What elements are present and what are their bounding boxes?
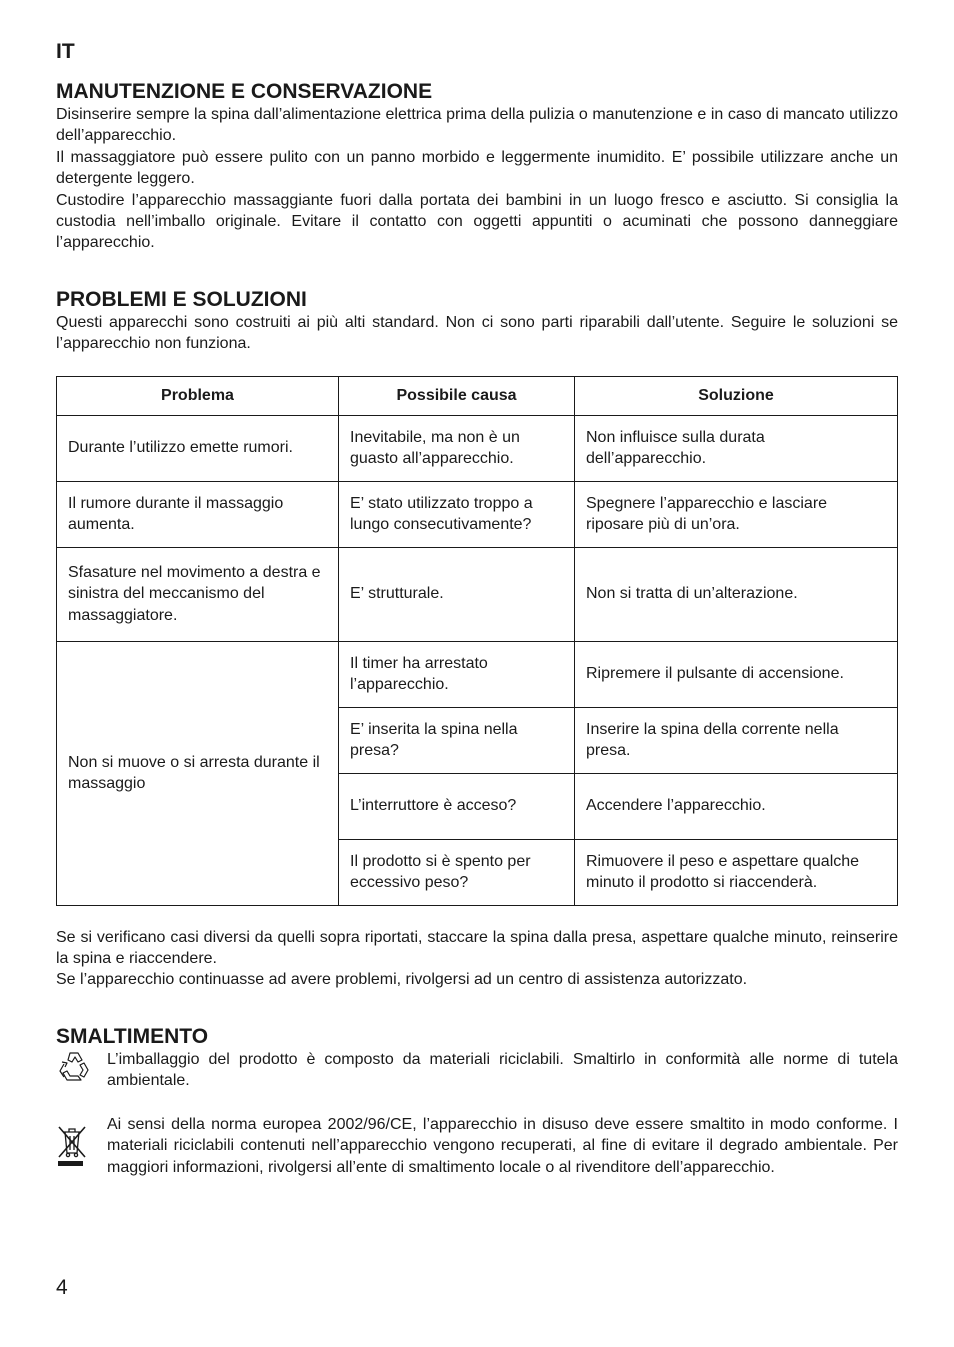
crossed-bin-icon (56, 1124, 107, 1168)
page-content (56, 40, 898, 1178)
table-row (57, 481, 898, 547)
table-row (57, 641, 898, 707)
solution-cell: Spegnere l’apparecchio e lasciare riposare più di un’ora. (575, 481, 898, 547)
maintenance-section (56, 80, 898, 254)
solution-cell: Rimuovere il peso e aspettare qualche minuto il prodotto si riaccenderà. (575, 839, 898, 905)
header-cause: Possibile causa (339, 376, 575, 415)
troubleshooting-title: PROBLEMI E SOLUZIONI (56, 287, 307, 311)
solution-cell: Non si tratta di un’alterazione. (575, 547, 898, 641)
maintenance-paragraph: Disinserire sempre la spina dall’alimentazione elettrica prima della pulizia o manutenzione e in caso di mancato utilizzo dell’apparecchio. (56, 106, 898, 145)
troubleshooting-section (56, 288, 898, 991)
maintenance-paragraph: Il massaggiatore può essere pulito con un panno morbido e leggermente inumidito. E’ possibile utilizzare anche un detergente leggero. (56, 148, 898, 188)
cause-cell: Il prodotto si è spento per eccessivo peso? (339, 839, 575, 905)
solution-cell: Non influisce sulla durata dell’apparecchio. (575, 415, 898, 481)
troubleshooting-notes (56, 927, 898, 991)
troubleshooting-intro: Questi apparecchi sono costruiti ai più alti standard. Non ci sono parti riparabili dall’utente. Seguire le soluzioni se l’apparecchio non funziona. (56, 313, 898, 353)
cause-cell: Il timer ha arrestato l’apparecchio. (339, 641, 575, 707)
cause-cell: E’ strutturale. (339, 547, 575, 641)
problem-cell-grouped: Non si muove o si arresta durante il massaggio (57, 641, 339, 905)
problem-cell: Durante l’utilizzo emette rumori. (57, 415, 339, 481)
table-header-row (57, 376, 898, 415)
disposal-text: L’imballaggio del prodotto è composto da materiali riciclabili. Smaltirlo in conformità alle norme di tutela ambientale. (107, 1050, 898, 1090)
header-problem: Problema (57, 376, 339, 415)
recycle-icon (56, 1049, 107, 1085)
problem-cell: Il rumore durante il massaggio aumenta. (57, 481, 339, 547)
solution-cell: Inserire la spina della corrente nella presa. (575, 707, 898, 773)
page-number: 4 (56, 1276, 68, 1299)
troubleshooting-note: Se l’apparecchio continuasse ad avere problemi, rivolgersi ad un centro di assistenza autorizzato. (56, 971, 748, 989)
table-row (57, 547, 898, 641)
language-code: IT (56, 40, 75, 63)
disposal-title: SMALTIMENTO (56, 1024, 209, 1048)
disposal-section (56, 1025, 898, 1178)
disposal-item (56, 1049, 898, 1092)
cause-cell: E’ inserita la spina nella presa? (339, 707, 575, 773)
cause-cell: Inevitabile, ma non è un guasto all’apparecchio. (339, 415, 575, 481)
disposal-text: Ai sensi della norma europea 2002/96/CE, l’apparecchio in disuso deve essere smaltito in modo conforme. I materiali riciclabili contenuti nell’apparecchio vengono recuperati, al fine di evitare il degrado ambientale. Per maggiori informazioni, rivolgersi all’ente di smaltimento locale o al rivenditore dell’apparecchio. (107, 1115, 898, 1176)
problem-cell: Sfasature nel movimento a destra e sinistra del meccanismo del massaggiatore. (57, 547, 339, 641)
maintenance-title: MANUTENZIONE E CONSERVAZIONE (56, 80, 433, 103)
header-solution: Soluzione (575, 376, 898, 415)
cause-cell: L’interruttore è acceso? (339, 773, 575, 839)
table-row (57, 415, 898, 481)
maintenance-paragraph: Custodire l’apparecchio massaggiante fuori dalla portata dei bambini in un luogo fresco e asciutto. Si consiglia la custodia nell’imballo originale. Evitare il contatto con oggetti appuntiti o acuminati che possono danneggiare l’apparecchio. (56, 191, 898, 252)
disposal-item (56, 1114, 898, 1178)
cause-cell: E’ stato utilizzato troppo a lungo consecutivamente? (339, 481, 575, 547)
troubleshooting-table (56, 376, 898, 906)
solution-cell: Ripremere il pulsante di accensione. (575, 641, 898, 707)
troubleshooting-note: Se si verificano casi diversi da quelli sopra riportati, staccare la spina dalla presa, aspettare qualche minuto, reinserire la spina e riaccendere. (56, 928, 898, 968)
solution-cell: Accendere l’apparecchio. (575, 773, 898, 839)
